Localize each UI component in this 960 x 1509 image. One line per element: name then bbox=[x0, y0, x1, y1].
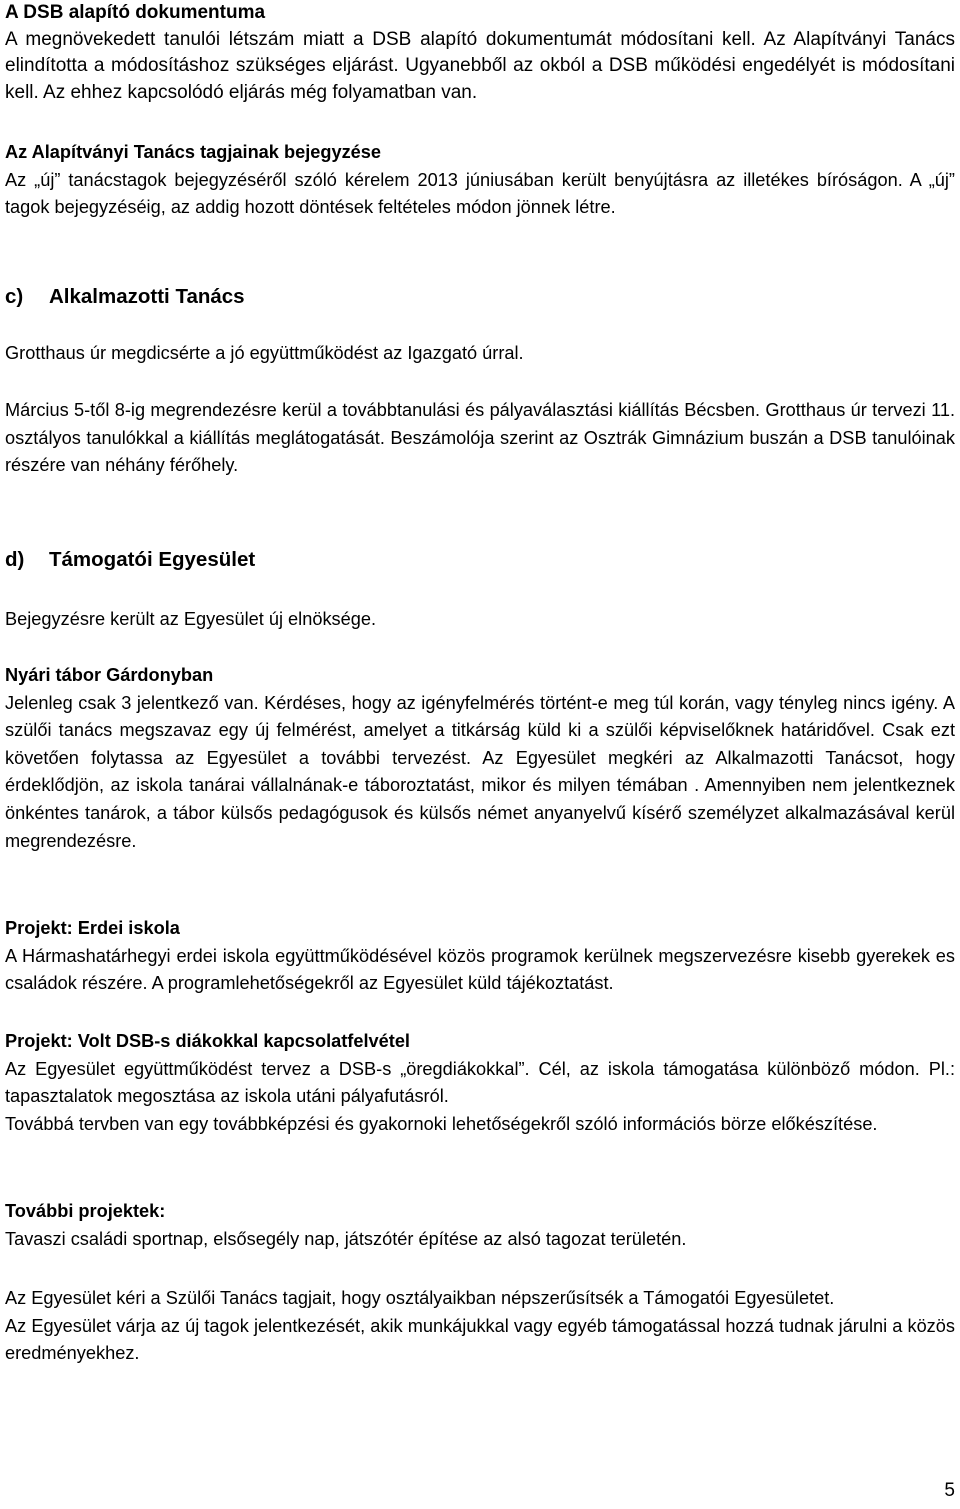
section-d-title bbox=[5, 546, 955, 574]
further-projects-section bbox=[5, 1198, 955, 1253]
further-projects-heading: További projektek: bbox=[5, 1201, 166, 1221]
board-registration-text: Az „új” tanácstagok bejegyzéséről szóló kérelem 2013 júniusában került benyújtásra az illetékes bíróságon. A „új” tagok bejegyzéséig, az addig hozott döntések feltételes módon jönnek létre. bbox=[5, 169, 955, 218]
summer-camp-text: Jelenleg csak 3 jelentkező van. Kérdéses, hogy az igényfelmérés történt-e meg túl korán, vagy tényleg nincs igény. A szülői tanács megszavaz egy új felmérést, amelyet a titkárság küld ki a szülői képviselőknek határidővel. Csak ezt követően folytassa az Egyesület a további tervezést. Az Egyesület megkéri az Alkalmazotti Tanácsot, hogy érdeklődjön, az iskola tanárai vállalnának-e táboroztatást, mikor és milyen témában . Amennyiben nem jelentkeznek önkéntes tanárok, a tábor külsős pedagógusok és külsős német anyanyelvű kísérő személyzet alkalmazásával kerül megrendezésre. bbox=[5, 692, 955, 851]
staff-council-praise-text: Grotthaus úr megdicsérte a jó együttműködést az Igazgató úrral. bbox=[5, 343, 524, 363]
section-d-title-text: Támogatói Egyesület bbox=[49, 548, 256, 571]
exhibition-text: Március 5-től 8-ig megrendezésre kerül a továbbtanulási és pályaválasztási kiállítás Bécsben. Grotthaus úr tervezi 11. osztályos tanulókkal a kiállítás meglátogatását. Beszámolója szerint az Osztrák Gimnázium buszán a DSB tanulóinak részére van néhány férőhely. bbox=[5, 400, 955, 476]
founding-document-text: A megnövekedett tanulói létszám miatt a DSB alapító dokumentumát módosítani kell. Az Alapítványi Tanács elindította a módosításhoz szükséges eljárást. Ugyanebből az okból a DSB működési engedélyét is módosítani kell. Az ehhez kapcsolódó eljárás még folyamatban van. bbox=[5, 28, 955, 103]
alumni-fair-text: Továbbá tervben van egy továbbképzési és gyakornoki lehetőségekről szóló információs börze előkészítése. bbox=[5, 1113, 878, 1134]
summer-camp-section bbox=[5, 662, 955, 855]
section-d-marker: d) bbox=[5, 548, 25, 571]
further-projects-text: Tavaszi családi sportnap, elsősegély nap, játszótér építése az alsó tagozat területén. bbox=[5, 1228, 687, 1249]
alumni-project-section bbox=[5, 1028, 955, 1138]
alumni-project-text: Az Egyesület együttműködést tervez a DSB-s „öregdiákokkal”. Cél, az iskola támogatása különböző módon. Pl.: tapasztalatok megosztása az iskola utáni pályafutásról. bbox=[5, 1058, 955, 1107]
forest-school-section bbox=[5, 915, 955, 998]
alumni-project-heading: Projekt: Volt DSB-s diákokkal kapcsolatfelvétel bbox=[5, 1031, 410, 1051]
board-registration-section bbox=[5, 139, 955, 222]
forest-school-text: A Hármashatárhegyi erdei iskola együttműködésével közös programok kerülnek megszervezésre kisebb gyerekek es családok részére. A programlehetőségekről az Egyesület küld tájékoztatást. bbox=[5, 945, 955, 994]
summer-camp-heading: Nyári tábor Gárdonyban bbox=[5, 665, 214, 685]
board-registration-heading: Az Alapítványi Tanács tagjainak bejegyzése bbox=[5, 142, 382, 162]
founding-document-heading: A DSB alapító dokumentuma bbox=[5, 2, 266, 23]
section-c-title bbox=[5, 283, 955, 311]
association-board-text: Bejegyzésre került az Egyesület új elnöksége. bbox=[5, 609, 377, 629]
section-c-marker: c) bbox=[5, 285, 24, 308]
founding-document-section bbox=[5, 0, 955, 106]
page-number: 5 bbox=[944, 1480, 955, 1501]
closing-section bbox=[5, 1285, 955, 1368]
forest-school-heading: Projekt: Erdei iskola bbox=[5, 918, 180, 938]
closing-text-new-members: Az Egyesület várja az új tagok jelentkezését, akik munkájukkal vagy egyéb támogatással hozzá tudnak járulni a közös eredményekhez. bbox=[5, 1315, 955, 1364]
closing-text-promote: Az Egyesület kéri a Szülői Tanács tagjait, hogy osztályaikban népszerűsítsék a Támogatói Egyesületet. bbox=[5, 1288, 835, 1308]
section-c-title-text: Alkalmazotti Tanács bbox=[49, 285, 245, 308]
